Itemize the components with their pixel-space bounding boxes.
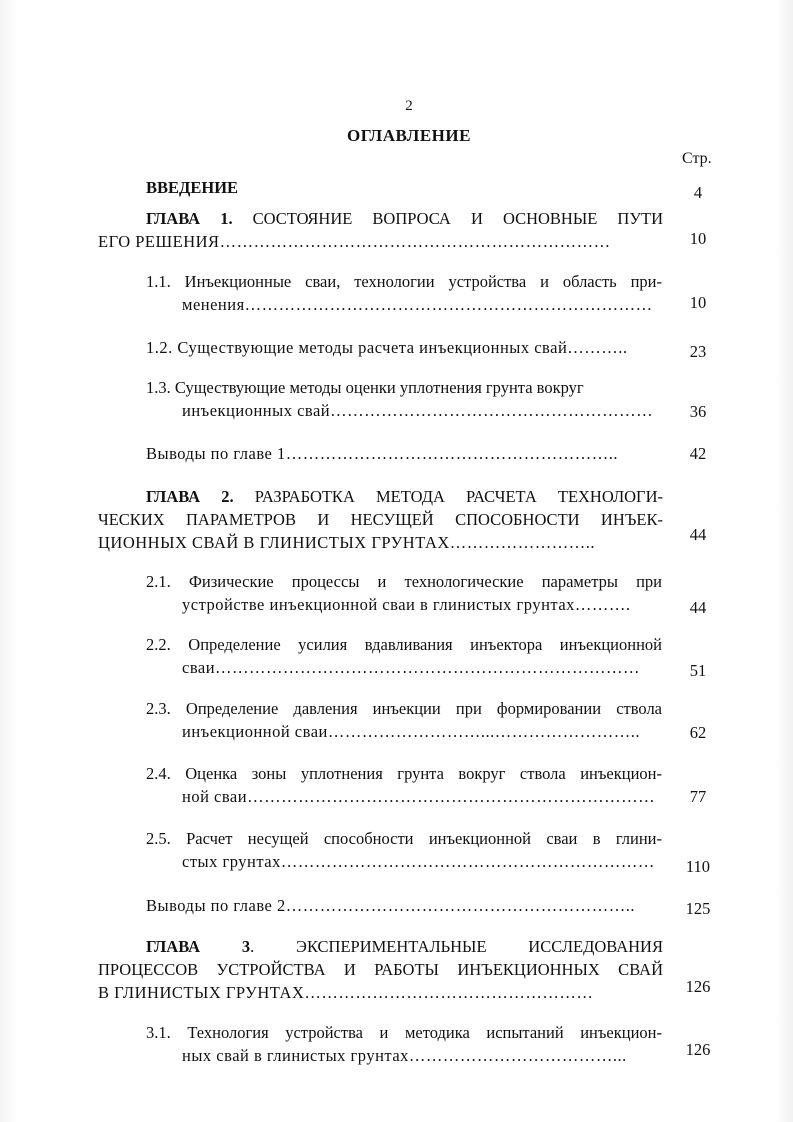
page-ref-conclusions-1: 42 (689, 444, 707, 463)
chapter-2-line-2: ЧЕСКИХ ПАРАМЕТРОВ И НЕСУЩЕЙ СПОСОБНОСТИ ИНЪЕК- (98, 510, 663, 529)
toc-entry-chapter-2 (98, 485, 663, 554)
toc-entry-2-3 (146, 697, 662, 743)
entry-1-1-line-1: 1.1. Инъекционные сваи, технологии устройства и область при- (146, 272, 662, 291)
conclusions-2-line: Выводы по главе 2…………………………………………………….. (146, 896, 635, 915)
chapter-1-line-2: ЕГО РЕШЕНИЯ…………………………………………………………… (98, 232, 611, 251)
toc-entry-2-5 (146, 827, 662, 873)
entry-1-1-line-2: менения……………………………………………………………… (182, 295, 653, 314)
toc-entry-2-2 (146, 633, 662, 679)
page-ref-2-3: 62 (689, 723, 707, 742)
page-ref-2-5: 110 (685, 857, 711, 876)
entry-3-1-line-2: ных свай в глинистых грунтах………………………………... (182, 1046, 627, 1065)
page-ref-chapter-2: 44 (689, 525, 707, 544)
page-ref-conclusions-2: 125 (685, 899, 711, 918)
chapter-1-line-1: ГЛАВА 1. СОСТОЯНИЕ ВОПРОСА И ОСНОВНЫЕ ПУТИ (146, 209, 663, 228)
page-ref-2-4: 77 (689, 787, 707, 806)
entry-2-1-line-2: устройстве инъекционной сваи в глинистых грунтах………. (182, 595, 631, 614)
entry-2-5-line-2: стых грунтах………………………………………………………… (182, 852, 655, 871)
page-number: 2 (405, 98, 413, 114)
entry-2-4-line-1: 2.4. Оценка зоны уплотнения грунта вокруг ствола инъекцион- (146, 764, 662, 783)
toc-entry-2-1 (146, 570, 662, 616)
entry-2-3-line-2: инъекционной сваи………………………...…………………….. (182, 722, 640, 741)
chapter-2-line-1: ГЛАВА 2. РАЗРАБОТКА МЕТОДА РАСЧЕТА ТЕХНОЛОГИ- (146, 487, 663, 506)
chapter-3-line-3: В ГЛИНИСТЫХ ГРУНТАХ…………………………………………… (98, 983, 594, 1002)
page-ref-chapter-3: 126 (685, 977, 711, 996)
chapter-3-line-2: ПРОЦЕССОВ УСТРОЙСТВА И РАБОТЫ ИНЪЕКЦИОННЫХ СВАЙ (98, 960, 663, 979)
pages-column-label: Стр. (682, 150, 712, 167)
page-ref-1-2: 23 (689, 342, 707, 361)
page-ref-3-1: 126 (685, 1040, 711, 1059)
entry-2-3-line-1: 2.3. Определение давления инъекции при формировании ствола (146, 699, 662, 718)
toc-entry-3-1 (146, 1021, 662, 1067)
toc-entry-conclusions-1 (146, 442, 662, 465)
toc-entry-2-4 (146, 762, 662, 808)
entry-1-3-line-1: 1.3. Существующие методы оценки уплотнения грунта вокруг (146, 378, 584, 397)
page-ref-1-1: 10 (689, 293, 707, 312)
toc-entry-1-1 (146, 270, 662, 316)
toc-entry-conclusions-2 (146, 894, 662, 917)
conclusions-1-line: Выводы по главе 1………………………………………………….. (146, 444, 618, 463)
entry-2-2-line-2: сваи………………………………………………………………… (182, 658, 641, 677)
toc-entry-chapter-3 (98, 935, 663, 1004)
intro-title: ВВЕДЕНИЕ (146, 178, 239, 197)
chapter-3-line-1: ГЛАВА 3. ЭКСПЕРИМЕНТАЛЬНЫЕ ИССЛЕДОВАНИЯ (146, 937, 663, 956)
entry-2-1-line-1: 2.1. Физические процессы и технологические параметры при (146, 572, 662, 591)
toc-entry-1-2 (146, 336, 662, 359)
toc-entry-intro (146, 176, 662, 199)
page-ref-2-1: 44 (689, 598, 707, 617)
toc-entry-1-3 (146, 376, 662, 422)
page-ref-chapter-1: 10 (689, 229, 707, 248)
page-ref-2-2: 51 (689, 661, 707, 680)
entry-2-2-line-1: 2.2. Определение усилия вдавливания инъектора инъекционной (146, 635, 662, 654)
entry-2-4-line-2: ной сваи……………………………………………………………… (182, 787, 656, 806)
page-ref-intro: 4 (693, 183, 703, 202)
entry-1-3-line-2: инъекционных свай………………………………………………… (182, 401, 654, 420)
entry-1-2-line-1: 1.2. Существующие методы расчета инъекционных свай……….. (146, 338, 628, 357)
chapter-2-line-3: ЦИОННЫХ СВАЙ В ГЛИНИСТЫХ ГРУНТАХ…………………….. (98, 533, 596, 552)
entry-2-5-line-1: 2.5. Расчет несущей способности инъекционной сваи в глини- (146, 829, 662, 848)
page-ref-1-3: 36 (689, 402, 707, 421)
toc-heading: ОГЛАВЛЕНИЕ (347, 126, 471, 145)
entry-3-1-line-1: 3.1. Технология устройства и методика испытаний инъекцион- (146, 1023, 662, 1042)
toc-entry-chapter-1 (98, 207, 663, 253)
